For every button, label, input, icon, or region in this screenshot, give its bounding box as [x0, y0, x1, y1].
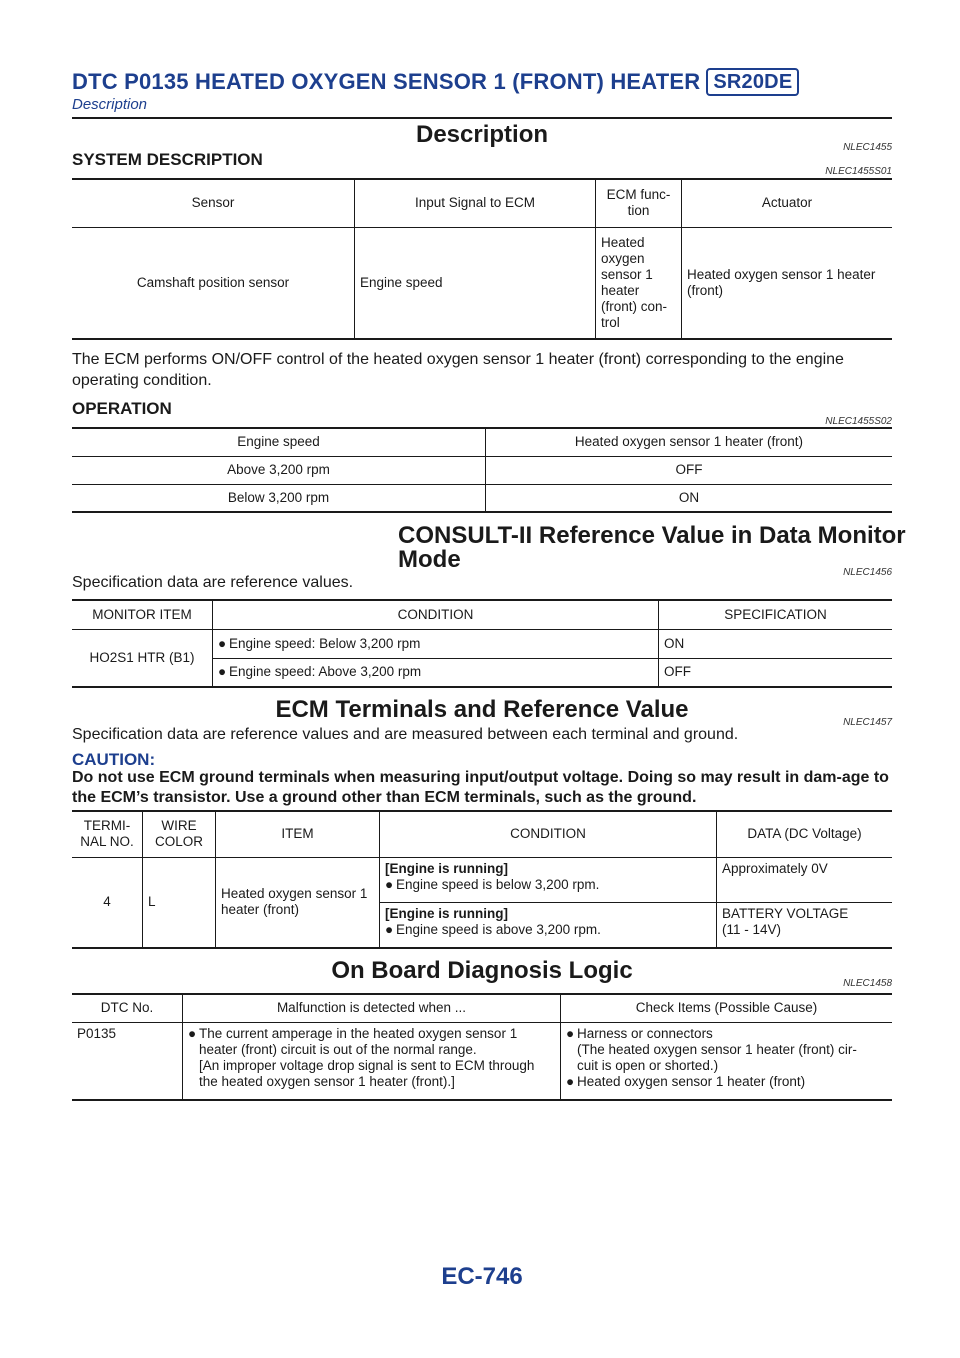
malfunction-text: The current amperage in the heated oxygen sensor 1 heater (front) circuit is out of the normal range. [An improper voltage drop signal is sent to ECM through the heated oxygen sensor 1 heater (front).] [199, 1025, 535, 1089]
column-header: CONDITION [380, 811, 717, 857]
condition-text: Engine speed: Above 3,200 rpm [229, 664, 422, 680]
control-paragraph: The ECM performs ON/OFF control of the heated oxygen sensor 1 heater (front) corresponding to the engine operating condition. [72, 351, 844, 389]
table-cell: Below 3,200 rpm [72, 484, 486, 512]
table-cell: Camshaft position sensor [72, 227, 355, 339]
check-item [566, 1074, 887, 1090]
monitor-item-cell: HO2S1 HTR (B1) [72, 629, 213, 687]
page-header-title [72, 68, 799, 96]
column-header: Check Items (Possible Cause) [561, 994, 893, 1022]
subsection-title-system: SYSTEM DESCRIPTION [72, 150, 263, 169]
table-row [72, 484, 892, 512]
column-header: ITEM [216, 811, 380, 857]
ecm-note: Specification data are reference values and are measured between each terminal and ground. [72, 726, 739, 743]
table-header-row [72, 428, 892, 456]
bullet-icon: ● [566, 1025, 575, 1041]
check-items-cell [561, 1022, 893, 1100]
system-description-table [72, 178, 892, 340]
condition-text: Engine speed: Below 3,200 rpm [229, 635, 421, 651]
section-title-description: Description [415, 121, 549, 148]
check-item-text: Harness or connectors (The heated oxygen sensor 1 heater (front) cir- cuit is open or shorted.) [577, 1025, 857, 1073]
condition-text: Engine speed is below 3,200 rpm. [396, 876, 600, 892]
column-header: Heated oxygen sensor 1 heater (front) [486, 428, 893, 456]
section-title-obd: On Board Diagnosis Logic [331, 957, 633, 984]
bullet-icon: ● [566, 1073, 575, 1089]
table-header-row [72, 994, 892, 1022]
condition-text: Engine speed is above 3,200 rpm. [396, 921, 601, 937]
consult-title-line2: Mode [398, 546, 461, 573]
condition-cell [380, 902, 717, 948]
consult-table [72, 599, 892, 688]
table-cell: Heated oxygen sensor 1 heater (front) [682, 227, 893, 339]
page-header-subtitle: Description [72, 96, 148, 113]
subsection-title-operation: OPERATION [72, 399, 172, 418]
bullet-icon: ● [188, 1025, 197, 1041]
table-row [72, 456, 892, 484]
malfunction-item [188, 1026, 555, 1090]
terminal-cell: 4 [72, 857, 143, 948]
section-title-ecm: ECM Terminals and Reference Value [275, 696, 689, 723]
column-header: TERMI- NAL NO. [72, 811, 143, 857]
item-cell: Heated oxygen sensor 1 heater (front) [216, 857, 380, 948]
column-header: ECM func- tion [596, 179, 682, 227]
column-header: SPECIFICATION [659, 600, 893, 629]
table-header-row [72, 811, 892, 857]
condition-heading: [Engine is running] [385, 860, 508, 876]
data-cell: Approximately 0V [717, 857, 893, 902]
column-header: Input Signal to ECM [355, 179, 596, 227]
column-header: DTC No. [72, 994, 183, 1022]
column-header: Engine speed [72, 428, 486, 456]
column-header: WIRE COLOR [143, 811, 216, 857]
condition-line [385, 877, 711, 893]
dtc-cell: P0135 [72, 1022, 183, 1100]
bullet-icon: ● [218, 664, 227, 680]
column-header: Malfunction is detected when ... [183, 994, 561, 1022]
consult-note: Specification data are reference values. [72, 574, 354, 591]
table-cell: ON [659, 629, 893, 658]
table-cell [213, 629, 659, 658]
column-header: Actuator [682, 179, 893, 227]
subsection-code-operation: NLEC1455S02 [825, 416, 892, 427]
section-code-obd: NLEC1458 [843, 978, 892, 989]
section-code-ecm: NLEC1457 [843, 717, 892, 728]
table-cell: Engine speed [355, 227, 596, 339]
column-header: DATA (DC Voltage) [717, 811, 893, 857]
table-header-row [72, 600, 892, 629]
table-cell [213, 658, 659, 687]
malfunction-cell [183, 1022, 561, 1100]
table-cell: Heated oxygen sensor 1 heater (front) con- trol [596, 227, 682, 339]
bullet-icon: ● [385, 921, 394, 937]
table-cell: ON [486, 484, 893, 512]
header-title-text: DTC P0135 HEATED OXYGEN SENSOR 1 (FRONT) HEATER [72, 69, 701, 94]
column-header: MONITOR ITEM [72, 600, 213, 629]
table-cell: OFF [659, 658, 893, 687]
table-row [72, 857, 892, 902]
bullet-icon: ● [385, 876, 394, 892]
subsection-code-system: NLEC1455S01 [825, 166, 892, 177]
ecm-terminal-table [72, 810, 892, 949]
section-code-consult: NLEC1456 [843, 567, 892, 578]
section-code-description: NLEC1455 [843, 142, 892, 153]
table-row [72, 227, 892, 339]
section-title-consult [398, 524, 906, 572]
table-header-row [72, 179, 892, 227]
caution-heading: CAUTION: [72, 750, 156, 769]
data-cell: BATTERY VOLTAGE (11 - 14V) [717, 902, 893, 948]
check-item-text: Heated oxygen sensor 1 heater (front) [577, 1073, 806, 1089]
condition-cell [380, 857, 717, 902]
condition-line [385, 922, 711, 938]
table-row [72, 629, 892, 658]
table-cell: Above 3,200 rpm [72, 456, 486, 484]
wire-color-cell: L [143, 857, 216, 948]
header-divider [72, 117, 892, 119]
column-header: CONDITION [213, 600, 659, 629]
operation-table [72, 427, 892, 513]
table-row [72, 1022, 892, 1100]
consult-title-line1: CONSULT-II Reference Value in Data Monitor [398, 522, 906, 549]
engine-badge: SR20DE [706, 68, 799, 96]
column-header: Sensor [72, 179, 355, 227]
bullet-icon: ● [218, 635, 227, 651]
caution-text: Do not use ECM ground terminals when measuring input/output voltage. Doing so may result in dam-age to the ECM’s transistor. Use a ground other than ECM terminals, such as the ground. [72, 769, 889, 806]
page-number: EC-746 [441, 1263, 523, 1290]
check-item [566, 1026, 887, 1074]
table-cell: OFF [486, 456, 893, 484]
condition-heading: [Engine is running] [385, 905, 508, 921]
obd-table [72, 993, 892, 1101]
